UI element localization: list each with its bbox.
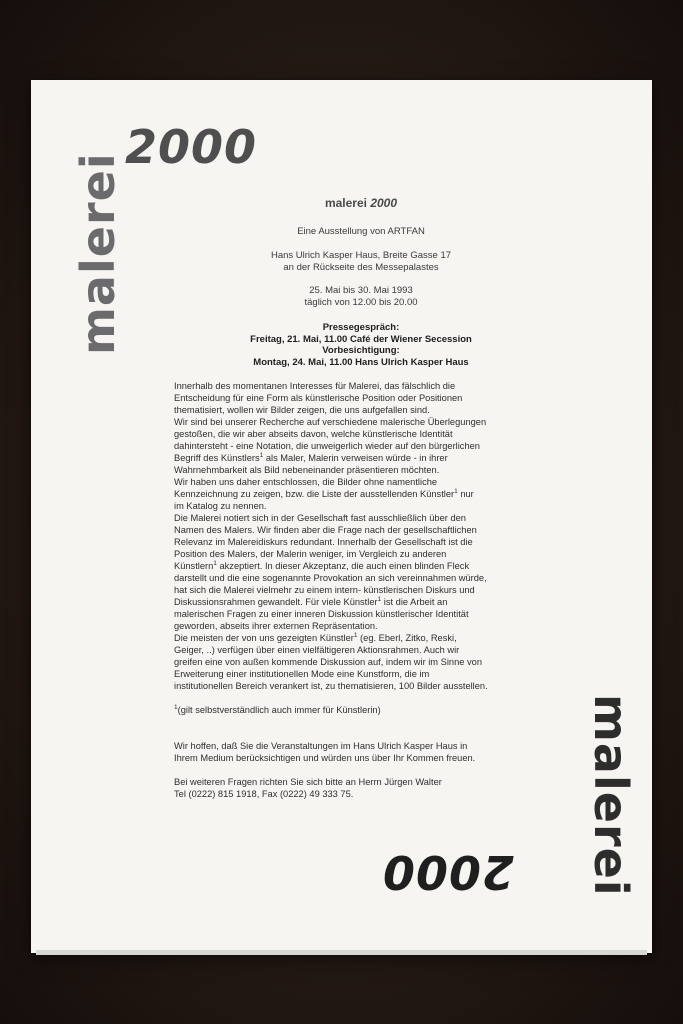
venue-line: an der Rückseite des Messepalastes: [283, 261, 439, 273]
body-line: Namen des Malers. Wir finden aber die Frage nach der gesellschaftlichen: [174, 525, 477, 535]
body-line: Wir sind bei unserer Recherche auf verschiedene malerische Überlegungen: [174, 417, 487, 427]
body-line: Künstlern$^1$ akzeptiert. In dieser Akzeptanz, die auch einen blinden Fleck: [174, 559, 470, 571]
closing-line: Ihrem Medium berücksichtigen und würden uns über Ihr Kommen freuen.: [174, 753, 476, 763]
footnote-text: (gilt selbstverständlich auch immer für Künstlerin): [177, 705, 381, 715]
body-line: Kennzeichnung zu zeigen, bzw. die Liste der ausstellenden Künstler$^1$ nur: [174, 487, 474, 499]
closing-line: Wir hoffen, daß Sie die Veranstaltungen im Hans Ulrich Kasper Haus in: [174, 741, 468, 751]
body-line: Relevanz im Malereidiskurs redundant. Innerhalb der Gesellschaft ist die: [174, 537, 473, 547]
body-line: institutionellen Bereich verankert ist, zu thematisieren, 100 Bilder ausstellen.: [174, 681, 488, 691]
title-year: 2000: [370, 196, 398, 210]
press-detail: Freitag, 21. Mai, 11.00 Café der Wiener Secession: [250, 333, 472, 345]
body-line: Erweiterung einer institutionellen Mode eine Kunstform, die im: [174, 669, 430, 679]
contact-line: Tel (0222) 815 1918, Fax (0222) 49 333 75.: [174, 789, 354, 799]
press-release-sheet: [31, 80, 652, 953]
preview-heading: Vorbesichtigung:: [322, 345, 400, 356]
press-heading: Pressegespräch:: [322, 322, 400, 333]
body-line: Begriff des Künstlers$^1$ als Maler, Malerin verweisen würde - in ihrer: [174, 451, 448, 463]
venue-line: Hans Ulrich Kasper Haus, Breite Gasse 17: [270, 250, 452, 261]
body-line: Geiger, ..) verfügen über einen vielfältigeren Aktionsrahmen. Auch wir: [174, 645, 460, 655]
dates: [161, 285, 561, 308]
document-title: [161, 198, 561, 210]
body-line: hat sich die Malerei vielmehr zu einem intern- künstlerischen Diskurs und: [174, 585, 475, 595]
footnote-mark: 1: [174, 703, 178, 711]
body-line: Innerhalb des momentanen Interesses für Malerei, das fälschlich die: [174, 381, 456, 391]
body-line: Position des Malers, der Malerin weniger, im Vergleich zu anderen: [174, 549, 447, 559]
body-text: [174, 380, 519, 800]
subtitle: Eine Ausstellung von ARTFAN: [297, 226, 425, 237]
footnote: [174, 704, 519, 716]
date-line: 25. Mai bis 30. Mai 1993: [309, 285, 413, 296]
body-line: darstellt und die eine sogenannte Provokation an sich vereinnahmen würde,: [174, 573, 487, 583]
body-line: gestoßen, die wir aber abseits davon, welche künstlerische Identität: [174, 429, 453, 439]
date-line: täglich von 12.00 bis 20.00: [304, 296, 418, 308]
body-line: Wahrnehmbarkeit als Bild nebeneinander präsentieren möchten.: [174, 465, 440, 475]
body-paragraphs: [174, 380, 519, 692]
title-word: malerei: [324, 196, 367, 210]
body-line: Wir haben uns daher entschlossen, die Bilder ohne namentliche: [174, 477, 438, 487]
logo-year-bottom-inverted: 2000: [382, 845, 515, 899]
body-line: thematisiert, wollen wir Bilder zeigen, die uns aufgefallen sind.: [174, 405, 430, 415]
body-line: Die meisten der von uns gezeigten Künstler$^1$ (eg. Eberl, Zitko, Reski,: [174, 631, 457, 643]
body-line: Die Malerei notiert sich in der Gesellschaft fast ausschließlich über den: [174, 513, 466, 523]
logo-word-vertical-left: malerei: [71, 152, 125, 355]
paper-edge: [36, 950, 647, 955]
body-line: im Katalog zu nennen.: [174, 501, 267, 511]
venue: [161, 250, 561, 273]
events: [161, 322, 561, 368]
body-line: Diskussionsrahmen gewandelt. Für viele Künstler$^1$ ist die Arbeit an: [174, 595, 448, 607]
body-line: dahintersteht - eine Notation, die unweigerlich wieder auf den bürgerlichen: [174, 441, 480, 451]
body-line: malerischen Fragen zu einer inneren Diskussion künstlerischer Identität: [174, 609, 469, 619]
body-line: geworden, abseits ihrer externen Repräsentation.: [174, 621, 378, 631]
body-line: greifen eine von außen kommende Diskussion auf, indem wir im Sinne von: [174, 657, 482, 667]
body-line: Entscheidung für eine Form als künstlerische Position oder Positionen: [174, 393, 463, 403]
logo-word-vertical-right: malerei: [584, 694, 638, 897]
logo-year-top: 2000: [125, 120, 258, 174]
preview-detail: Montag, 24. Mai, 11.00 Hans Ulrich Kasper Haus: [253, 356, 469, 368]
contact-line: Bei weiteren Fragen richten Sie sich bitte an Herrn Jürgen Walter: [174, 777, 442, 787]
